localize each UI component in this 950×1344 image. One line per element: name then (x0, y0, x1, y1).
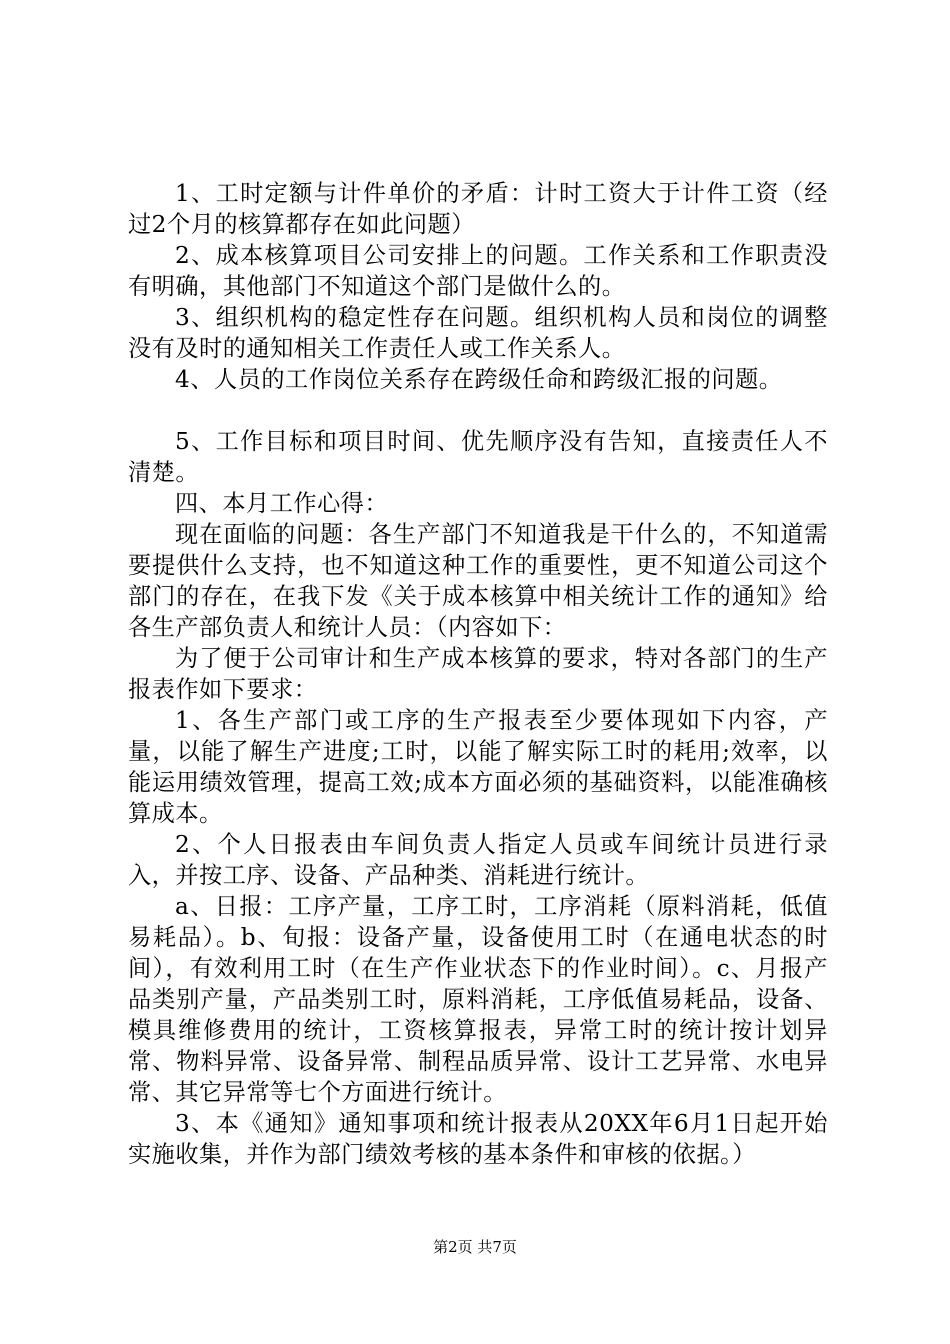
issue-item-4: 4、人员的工作岗位关系存在跨级任命和跨级汇报的问题。 (175, 366, 783, 393)
issue-item-2: 2、成本核算项目公司安排上的问题。工作关系和工作职责没有明确，其他部门不知道这个部门是做什么的。 (128, 242, 828, 300)
issue-item-1: 1、工时定额与计件单价的矛盾：计时工资大于计件工资（经过2个月的核算都存在如此问题） (128, 180, 828, 238)
document-body (128, 178, 828, 1170)
section-heading-experience: 四、本月工作心得： (175, 490, 389, 517)
issue-item-3: 3、组织机构的稳定性存在问题。组织机构人员和岗位的调整没有及时的通知相关工作责任人或工作关系人。 (128, 304, 828, 362)
report-types-paragraph: a、日报：工序产量，工序工时，工序消耗（原料消耗，低值易耗品）。b、旬报：设备产量，设备使用工时（在通电状态的时间），有效利用工时（在生产作业状态下的作业时间）。c、月报产品类别产量，产品类别工时，原料消耗，工序低值易耗品，设备、模具维修费用的统计，工资核算报表，异常工时的统计按计划异常、物料异常、设备异常、制程品质异常、设计工艺异常、水电异常、其它异常等七个方面进行统计。 (128, 893, 828, 1106)
current-problem-paragraph: 现在面临的问题：各生产部门不知道我是干什么的，不知道需要提供什么支持，也不知道这种工作的重要性，更不知道公司这个部门的存在，在我下发《关于成本核算中相关统计工作的通知》给各生产部负责人和统计人员：（内容如下： (128, 521, 828, 641)
notice-item-3: 3、本《通知》通知事项和统计报表从20XX年6月1日起开始实施收集，并作为部门绩效考核的基本条件和审核的依据。） (128, 1110, 828, 1168)
notice-item-1: 1、各生产部门或工序的生产报表至少要体现如下内容，产量，以能了解生产进度;工时，以能了解实际工时的耗用;效率，以能运用绩效管理，提高工效;成本方面必须的基础资料，以能准确核算成本。 (128, 707, 828, 827)
page-number-footer: 第2页 共7页 (433, 1238, 517, 1256)
notice-item-2: 2、个人日报表由车间负责人指定人员或车间统计员进行录入，并按工序、设备、产品种类、消耗进行统计。 (128, 831, 828, 889)
notice-intro-paragraph: 为了便于公司审计和生产成本核算的要求，特对各部门的生产报表作如下要求： (128, 645, 828, 703)
issue-item-5: 5、工作目标和项目时间、优先顺序没有告知，直接责任人不清楚。 (128, 428, 828, 486)
